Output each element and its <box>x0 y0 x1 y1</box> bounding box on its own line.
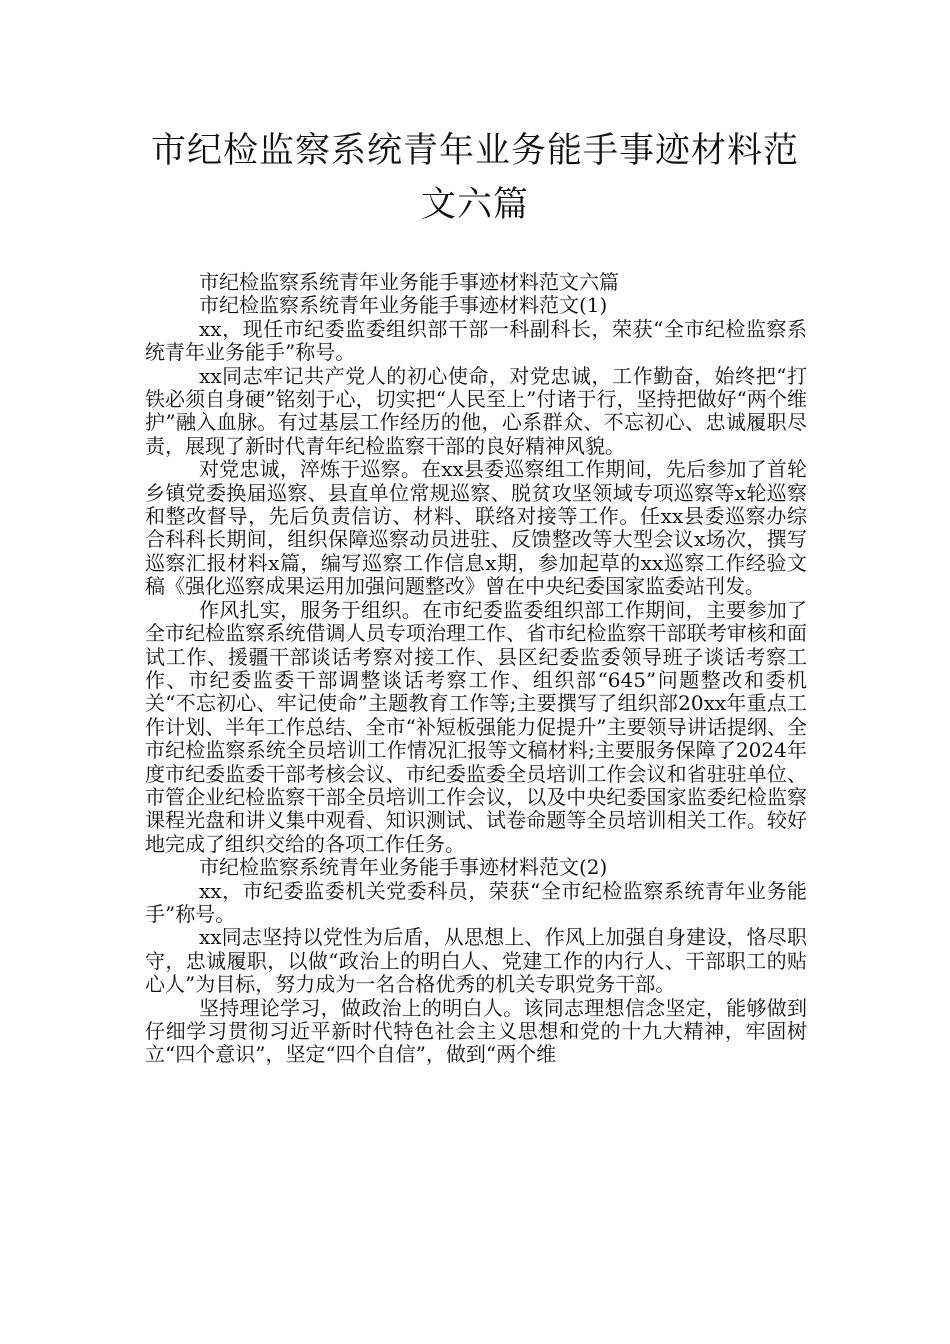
document-title-line-1: 市纪检监察系统青年业务能手事迹材料范 <box>150 131 799 171</box>
document-title <box>120 124 830 232</box>
document-body <box>145 271 807 1067</box>
body-paragraph: 对党忠诚，淬炼于巡察。在xx县委巡察组工作期间，先后参加了首轮乡镇党委换届巡察、县直单位常规巡察、脱贫攻坚领域专项巡察等x轮巡察和整改督导，先后负责信访、材料、联络对接等工作。任xx县委巡察办综合科科长期间，组织保障巡察动员进驻、反馈整改等大型会议x场次，撰写巡察汇报材料x篇，编写巡察工作信息x期，参加起草的xx巡察工作经验文稿《强化巡察成果运用加强问题整改》曾在中央纪委国家监委站刊发。 <box>145 457 807 599</box>
intro-heading: 市纪检监察系统青年业务能手事迹材料范文六篇 <box>199 270 619 294</box>
body-paragraph: xx，现任市纪委监委组织部干部一科副科长，荣获“全市纪检监察系统青年业务能手”称号。 <box>145 316 807 365</box>
document-title-line-2: 文六篇 <box>420 185 529 225</box>
body-paragraph: 坚持理论学习，做政治上的明白人。该同志理想信念坚定，能够做到仔细学习贯彻习近平新时代特色社会主义思想和党的十九大精神，牢固树立“四个意识”，坚定“四个自信”，做到“两个维 <box>145 995 807 1067</box>
body-paragraph: xx同志坚持以党性为后盾，从思想上、作风上加强自身建设，恪尽职守，忠诚履职，以做“政治上的明白人、党建工作的内行人、干部职工的贴心人”为目标，努力成为一名合格优秀的机关专职党务干部。 <box>145 925 807 997</box>
body-paragraph: 作风扎实，服务于组织。在市纪委监委组织部工作期间，主要参加了全市纪检监察系统借调人员专项治理工作、省市纪检监察干部联考审核和面试工作、援疆干部谈话考察对接工作、县区纪委监委领导班子谈话考察工作、市纪委监委干部调整谈话考察工作、组织部“645”问题整改和委机关“不忘初心、牢记使命”主题教育工作等;主要撰写了组织部20xx年重点工作计划、半年工作总结、全市“补短板强能力促提升”主要领导讲话提纲、全市纪检监察系统全员培训工作情况汇报等文稿材料;主要服务保障了2024年度市纪委监委干部考核会议、市纪委监委全员培训工作会议和省驻驻单位、市管企业纪检监察干部全员培训工作会议，以及中央纪委国家监委纪检监察课程光盘和讲义集中观看、知识测试、试卷命题等全员培训相关工作。较好地完成了组织交给的各项工作任务。 <box>145 597 807 856</box>
section-heading-2: 市纪检监察系统青年业务能手事迹材料范文(2) <box>199 855 608 880</box>
body-paragraph: xx，市纪委监委机关党委科员，荣获“全市纪检监察系统青年业务能手”称号。 <box>145 878 807 926</box>
section-heading-1: 市纪检监察系统青年业务能手事迹材料范文(1) <box>199 293 608 318</box>
body-paragraph: xx同志牢记共产党人的初心使命，对党忠诚，工作勤奋，始终把“打铁必须自身硬”铭刻于心，切实把“人民至上”付诸于行，坚持把做好“两个维护”融入血脉。有过基层工作经历的他，心系群众、不忘初心、忠诚履职尽责，展现了新时代青年纪检监察干部的良好精神风貌。 <box>145 363 807 458</box>
